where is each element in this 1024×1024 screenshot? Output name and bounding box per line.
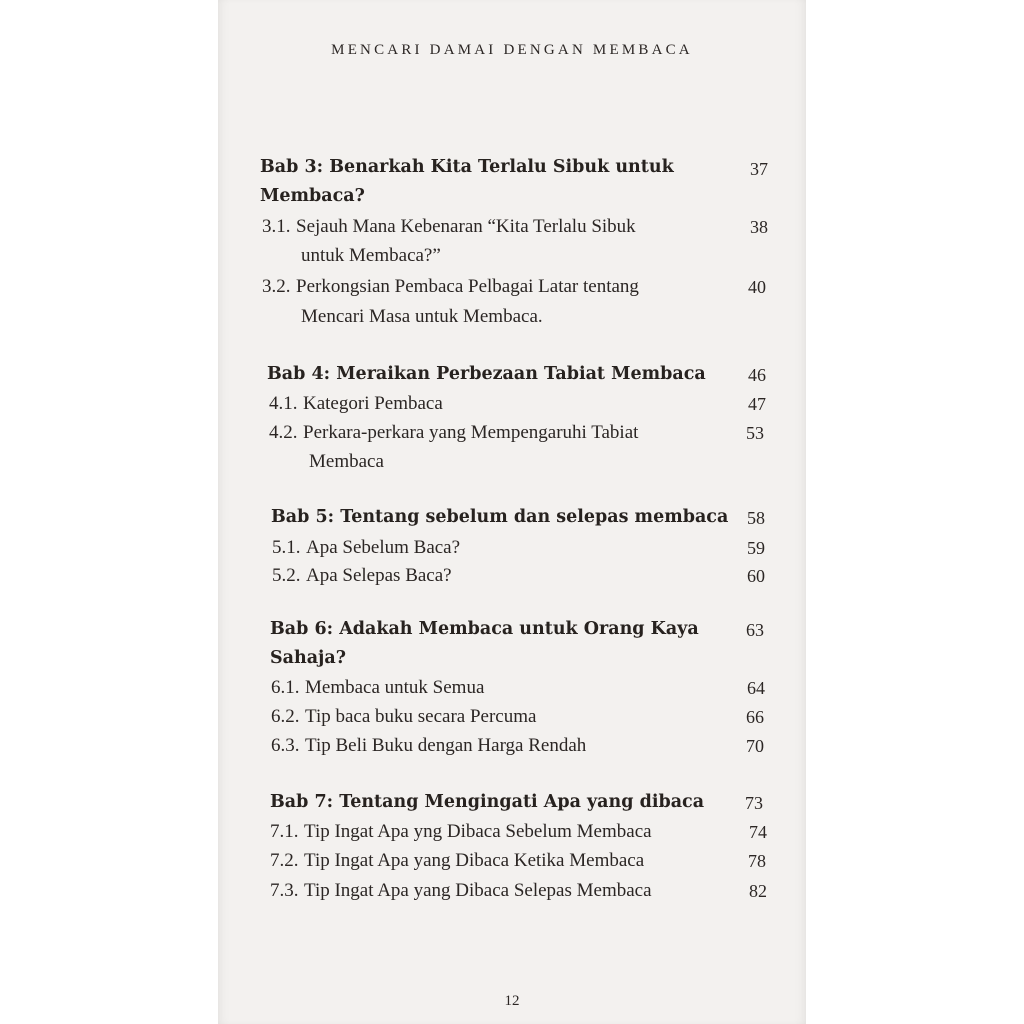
- section-7-3: [270, 876, 652, 905]
- chapter-5-title: Bab 5: Tentang sebelum dan selepas membaca: [271, 507, 729, 527]
- chapter-6-page: 63: [746, 620, 764, 640]
- section-3-1-title-line2: untuk Membaca?”: [301, 245, 441, 266]
- chapter-4-page: 46: [748, 365, 766, 385]
- section-7-3-number: 7.3.: [270, 880, 299, 901]
- section-4-1-number: 4.1.: [269, 393, 298, 414]
- chapter-6-title-line1: Bab 6: Adakah Membaca untuk Orang Kaya: [270, 619, 699, 639]
- running-head: MENCARI DAMAI DENGAN MEMBACA: [331, 42, 693, 58]
- section-4-2-title-line2: Membaca: [309, 451, 384, 472]
- chapter-7-page: 73: [745, 793, 763, 813]
- section-6-2-page: 66: [746, 707, 764, 727]
- section-5-2: [272, 561, 452, 590]
- section-3-2: [262, 272, 639, 301]
- chapter-7-title: Bab 7: Tentang Mengingati Apa yang dibaca: [270, 792, 705, 812]
- page-number: 12: [504, 993, 520, 1009]
- section-7-1-number: 7.1.: [270, 821, 299, 842]
- section-6-1-page: 64: [747, 678, 765, 698]
- chapter-5-page: 58: [747, 508, 765, 528]
- chapter-3-title-line1: Bab 3: Benarkah Kita Terlalu Sibuk untuk: [260, 157, 674, 177]
- section-6-3-page: 70: [746, 736, 764, 756]
- section-7-3-title: Tip Ingat Apa yang Dibaca Selepas Membaca: [304, 880, 652, 901]
- section-3-2-page: 40: [748, 277, 766, 297]
- section-4-1-title: Kategori Pembaca: [303, 393, 443, 414]
- section-5-1-page: 59: [747, 538, 765, 558]
- section-5-2-number: 5.2.: [272, 565, 301, 586]
- section-3-1-number: 3.1.: [262, 216, 291, 237]
- section-7-3-page: 82: [749, 881, 767, 901]
- section-3-2-number: 3.2.: [262, 276, 291, 297]
- chapter-3-title-line2: Membaca?: [260, 186, 365, 206]
- chapter-6-title-line2: Sahaja?: [270, 648, 346, 668]
- section-5-1: [272, 533, 460, 562]
- section-6-2-number: 6.2.: [271, 706, 300, 727]
- section-3-1: [262, 212, 636, 241]
- section-3-2-title-line2: Mencari Masa untuk Membaca.: [301, 306, 543, 327]
- section-4-2: [269, 418, 638, 447]
- section-6-2: [271, 702, 536, 731]
- section-4-2-number: 4.2.: [269, 422, 298, 443]
- section-5-1-title: Apa Sebelum Baca?: [306, 537, 461, 558]
- chapter-3-page: 37: [750, 159, 768, 179]
- section-3-2-title-line1: Perkongsian Pembaca Pelbagai Latar tentang: [296, 276, 639, 297]
- section-7-2-number: 7.2.: [270, 850, 299, 871]
- section-7-2-page: 78: [748, 851, 766, 871]
- section-6-1-title: Membaca untuk Semua: [305, 677, 485, 698]
- section-3-1-title-line1: Sejauh Mana Kebenaran “Kita Terlalu Sibuk: [296, 216, 636, 237]
- section-6-3: [271, 731, 586, 760]
- section-3-1-page: 38: [750, 217, 768, 237]
- section-7-1-title: Tip Ingat Apa yng Dibaca Sebelum Membaca: [304, 821, 652, 842]
- section-5-2-page: 60: [747, 566, 765, 586]
- section-6-1-number: 6.1.: [271, 677, 300, 698]
- section-7-1-page: 74: [749, 822, 767, 842]
- section-6-1: [271, 673, 484, 702]
- section-7-1: [270, 817, 652, 846]
- section-4-1: [269, 389, 443, 418]
- section-7-2-title: Tip Ingat Apa yang Dibaca Ketika Membaca: [304, 850, 645, 871]
- chapter-4-title: Bab 4: Meraikan Perbezaan Tabiat Membaca: [267, 364, 706, 384]
- section-7-2: [270, 846, 644, 875]
- section-5-1-number: 5.1.: [272, 537, 301, 558]
- section-6-2-title: Tip baca buku secara Percuma: [305, 706, 537, 727]
- section-5-2-title: Apa Selepas Baca?: [306, 565, 452, 586]
- section-6-3-number: 6.3.: [271, 735, 300, 756]
- section-4-2-page: 53: [746, 423, 764, 443]
- section-4-2-title-line1: Perkara-perkara yang Mempengaruhi Tabiat: [303, 422, 639, 443]
- section-6-3-title: Tip Beli Buku dengan Harga Rendah: [305, 735, 587, 756]
- section-4-1-page: 47: [748, 394, 766, 414]
